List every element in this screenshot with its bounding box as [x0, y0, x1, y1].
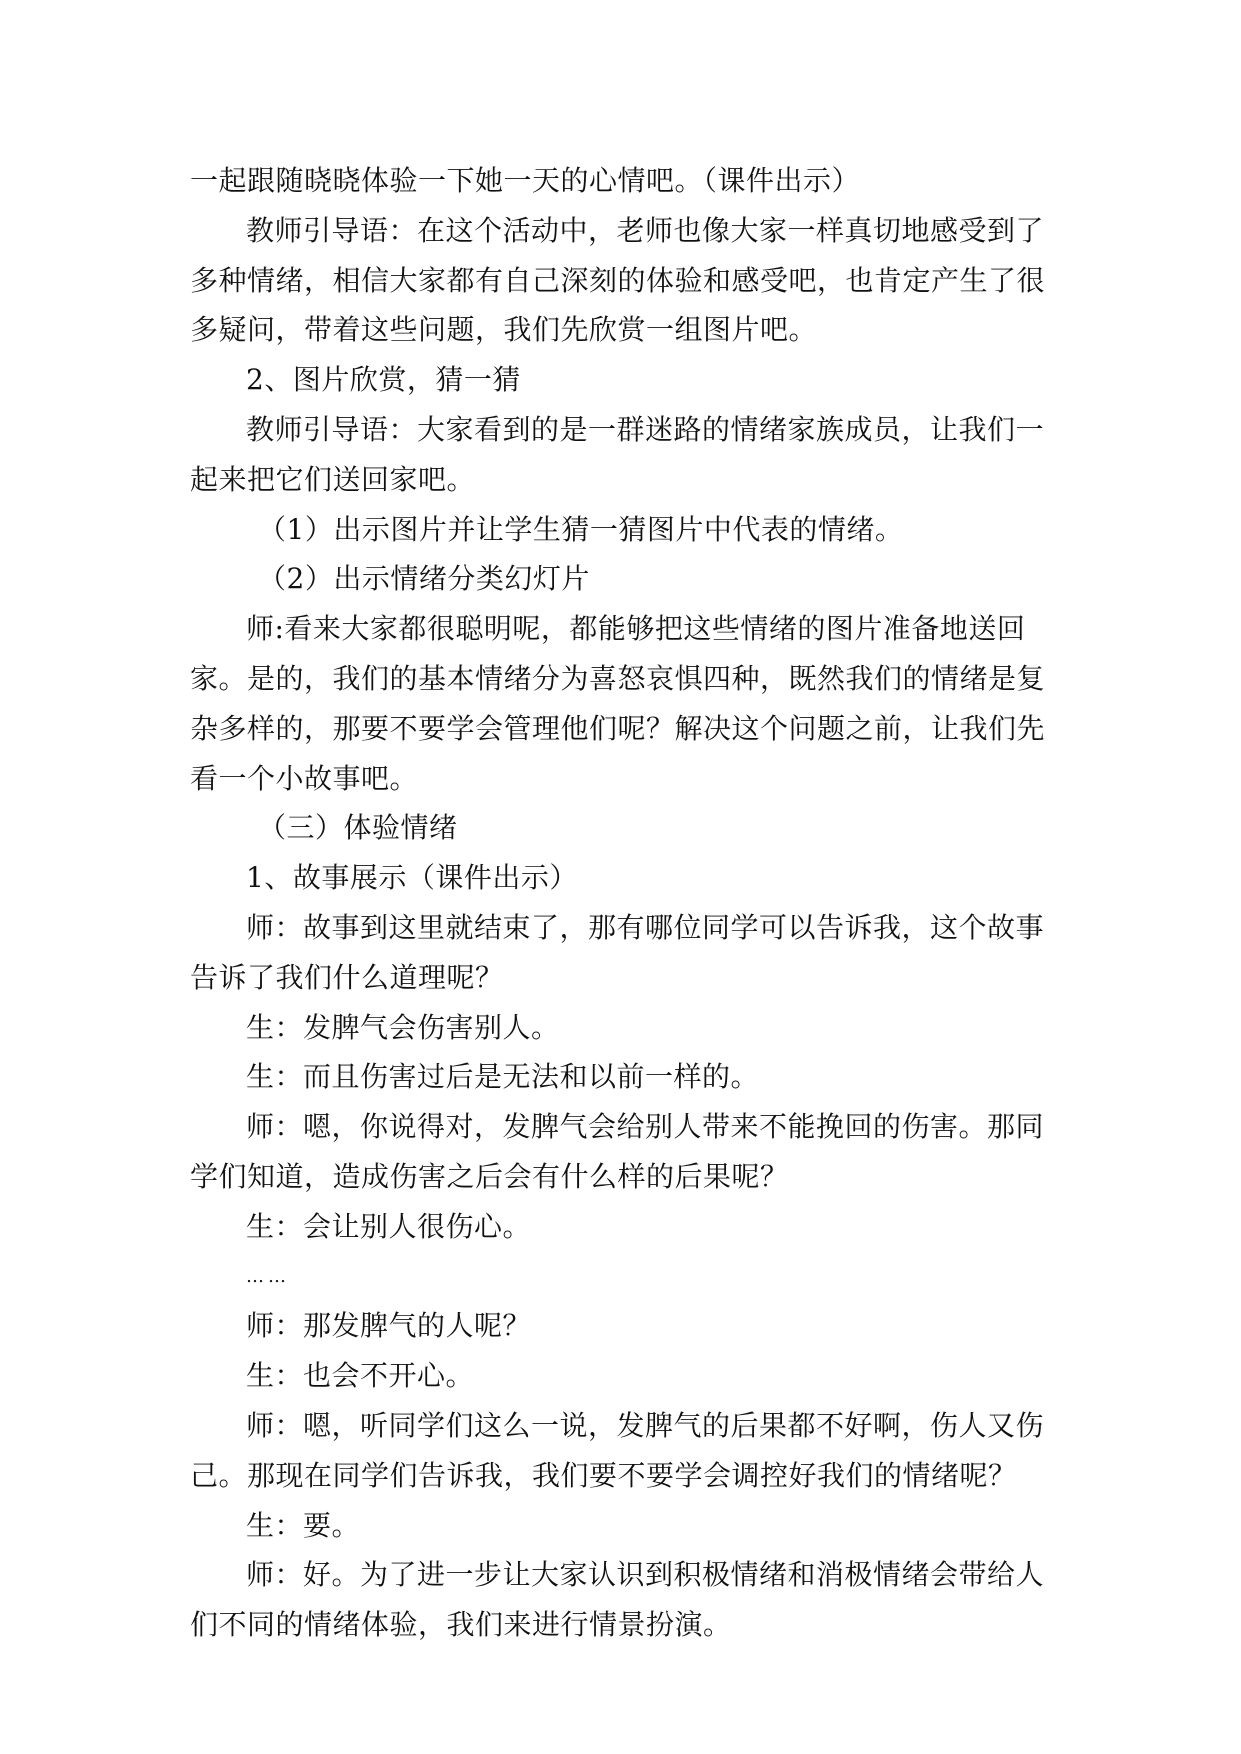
text-line: 师：那发脾气的人呢？ [246, 1309, 532, 1343]
text-line: （2）出示情绪分类幻灯片 [258, 562, 590, 596]
text-line: 己。那现在同学们告诉我，我们要不要学会调控好我们的情绪呢？ [190, 1458, 1017, 1492]
section-heading: （三）体验情绪 [258, 811, 458, 845]
text-line: 师：嗯，你说得对，发脾气会给别人带来不能挽回的伤害。那同 [246, 1110, 1045, 1144]
text-line: 杂多样的，那要不要学会管理他们呢？解决这个问题之前，让我们先 [190, 711, 1046, 745]
text-line: 起来把它们送回家吧。 [190, 462, 476, 496]
text-line: 生：会让别人很伤心。 [246, 1209, 532, 1243]
text-line: 教师引导语：大家看到的是一群迷路的情绪家族成员，让我们一 [246, 412, 1045, 446]
text-line: 师：嗯，听同学们这么一说，发脾气的后果都不好啊，伤人又伤 [246, 1408, 1045, 1442]
text-line: （1）出示图片并让学生猜一猜图片中代表的情绪。 [258, 512, 904, 546]
text-line: 师：好。为了进一步让大家认识到积极情绪和消极情绪会带给人 [246, 1558, 1045, 1592]
text-line: 一起跟随晓晓体验一下她一天的心情吧。（课件出示） [190, 164, 861, 197]
section-heading: 2、图片欣赏，猜一猜 [246, 363, 521, 397]
text-line: 告诉了我们什么道理呢？ [190, 960, 504, 994]
text-line: 看一个小故事吧。 [190, 761, 419, 795]
section-heading: 1、故事展示（课件出示） [246, 861, 578, 895]
text-line: 生：要。 [246, 1508, 361, 1542]
text-line: 们不同的情绪体验，我们来进行情景扮演。 [190, 1608, 732, 1642]
text-line: 生：也会不开心。 [246, 1359, 475, 1393]
document-body [190, 156, 1070, 1650]
text-line: 教师引导语：在这个活动中，老师也像大家一样真切地感受到了 [246, 213, 1045, 247]
text-line: 学们知道，造成伤害之后会有什么样的后果呢？ [190, 1159, 789, 1193]
text-line: 多疑问，带着这些问题，我们先欣赏一组图片吧。 [190, 313, 818, 347]
text-line: 家。是的，我们的基本情绪分为喜怒哀惧四种，既然我们的情绪是复 [190, 661, 1046, 695]
text-line: 多种情绪，相信大家都有自己深刻的体验和感受吧，也肯定产生了很 [190, 263, 1046, 297]
text-line: 师:看来大家都很聪明呢，都能够把这些情绪的图片准备地送回 [246, 612, 1026, 646]
text-line: 师：故事到这里就结束了，那有哪位同学可以告诉我，这个故事 [246, 910, 1045, 944]
ellipsis-line: …… [246, 1265, 290, 1287]
text-line: 生：发脾气会伤害别人。 [246, 1010, 560, 1044]
text-line: 生：而且伤害过后是无法和以前一样的。 [246, 1060, 760, 1094]
